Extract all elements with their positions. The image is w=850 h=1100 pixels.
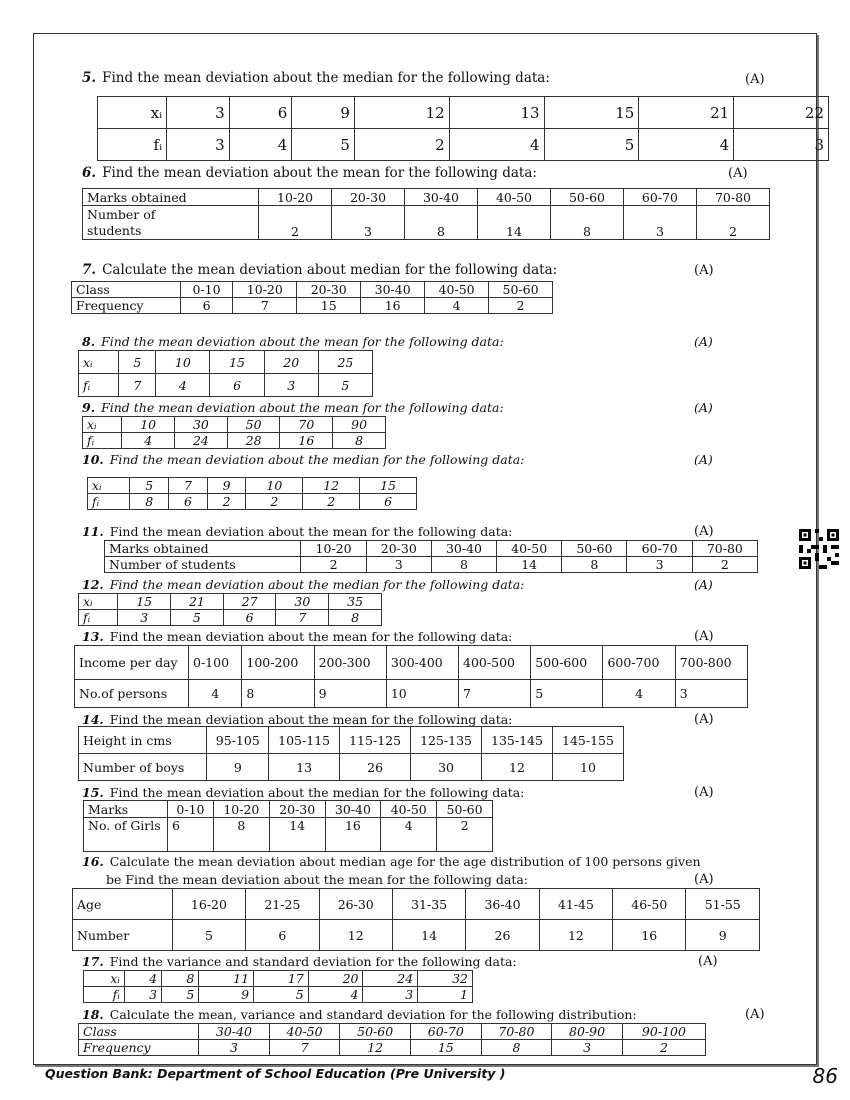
table-cell: 10 (122, 417, 175, 433)
table-cell: 135-145 (482, 727, 553, 754)
table-cell: fᵢ (88, 494, 130, 510)
table-cell: Number of students (105, 557, 301, 573)
table-cell: 40-50 (497, 541, 562, 557)
table-cell: 10 (552, 754, 623, 781)
table-cell: 10 (386, 680, 458, 708)
table-cell: Income per day (75, 646, 189, 680)
table-cell: fᵢ (79, 610, 118, 626)
q18-mark: (A) (745, 1007, 765, 1022)
table-cell: 24 (363, 971, 418, 987)
table-cell: 16 (613, 920, 686, 951)
table-cell: 5 (119, 351, 156, 374)
table-cell: 40-50 (381, 801, 437, 818)
q14-mark: (A) (694, 712, 714, 727)
q8-mark: (A) (694, 334, 713, 349)
table-cell: 30-40 (199, 1024, 270, 1040)
table-row (72, 298, 553, 314)
table-cell: 50-60 (340, 1024, 411, 1040)
table-row (79, 754, 624, 781)
table-cell: 1 (418, 987, 473, 1003)
table-cell: 3 (167, 97, 230, 129)
table-row (73, 920, 760, 951)
table-cell: 0-10 (180, 282, 233, 298)
table-cell: 4 (156, 374, 210, 397)
q14-table (78, 726, 624, 781)
table-cell: 4 (425, 298, 489, 314)
q7-mark: (A) (694, 263, 714, 278)
q15-table (83, 800, 493, 852)
table-cell: 90-100 (622, 1024, 705, 1040)
table-cell: Frequency (72, 298, 181, 314)
table-cell: 95-105 (207, 727, 269, 754)
page-number: 86 (812, 1064, 838, 1088)
table-cell: 13 (269, 754, 340, 781)
table-cell: 70-80 (481, 1024, 552, 1040)
table-row (105, 541, 758, 557)
q10-table (87, 477, 417, 510)
table-cell: 3 (734, 129, 829, 161)
table-cell: 8 (431, 557, 496, 573)
table-cell: 60-70 (410, 1024, 481, 1040)
table-row (79, 374, 373, 397)
table-cell: 30 (411, 754, 482, 781)
table-cell: 2 (246, 494, 303, 510)
table-cell: 2 (622, 1040, 705, 1056)
q18-table (78, 1023, 706, 1056)
table-row (79, 610, 382, 626)
q15-mark: (A) (694, 785, 714, 800)
table-cell: 20-30 (332, 189, 405, 206)
q6-mark: (A) (728, 166, 748, 181)
table-cell: 8 (405, 206, 478, 240)
table-cell: 3 (552, 1040, 623, 1056)
q5-mark: (A) (745, 72, 765, 87)
table-cell: 5 (171, 610, 224, 626)
table-cell: No.of persons (75, 680, 189, 708)
table-cell: 12 (482, 754, 553, 781)
table-cell: 10 (156, 351, 210, 374)
q8-text: 8. Find the mean deviation about the mean for the following data: (82, 334, 504, 349)
table-cell: 31-35 (392, 889, 465, 920)
table-cell: 20-30 (366, 541, 431, 557)
table-cell: 14 (392, 920, 465, 951)
table-cell: xᵢ (84, 971, 125, 987)
table-cell: 60-70 (623, 189, 696, 206)
table-cell: 27 (223, 594, 276, 610)
table-cell: 3 (124, 987, 161, 1003)
table-cell: 8 (329, 610, 382, 626)
table-row (98, 97, 829, 129)
table-cell: 400-500 (459, 646, 531, 680)
q6-text: 6. Find the mean deviation about the mean for the following data: (82, 165, 537, 181)
table-cell: 14 (269, 818, 325, 852)
table-cell: 5 (172, 920, 245, 951)
table-cell: 2 (303, 494, 360, 510)
table-cell: 30-40 (405, 189, 478, 206)
table-cell: 7 (169, 478, 208, 494)
table-cell: 105-115 (269, 727, 340, 754)
table-cell: 3 (675, 680, 747, 708)
table-cell: 50-60 (562, 541, 627, 557)
table-cell: 5 (130, 478, 169, 494)
table-row (79, 1024, 706, 1040)
table-cell: Class (72, 282, 181, 298)
table-cell: 80-90 (552, 1024, 623, 1040)
table-cell: 24 (175, 433, 228, 449)
table-cell: 30 (276, 594, 329, 610)
table-cell: 10 (246, 478, 303, 494)
table-cell: 10-20 (213, 801, 269, 818)
q8-table (78, 350, 373, 397)
table-cell: 11 (199, 971, 254, 987)
table-cell: 4 (639, 129, 734, 161)
table-cell: 100-200 (242, 646, 314, 680)
table-cell: Marks obtained (105, 541, 301, 557)
table-cell: 2 (489, 298, 553, 314)
table-cell: 4 (381, 818, 437, 852)
table-cell: 5 (162, 987, 199, 1003)
table-cell: fᵢ (79, 374, 119, 397)
q16-text2: be Find the mean deviation about the mean for the following data: (106, 872, 529, 887)
table-cell: 9 (314, 680, 386, 708)
table-cell: 6 (360, 494, 417, 510)
q13-text: 13. Find the mean deviation about the mean for the following data: (82, 629, 513, 644)
table-cell: 30-40 (325, 801, 381, 818)
table-row (84, 987, 473, 1003)
table-cell: 9 (207, 478, 246, 494)
table-cell: 8 (562, 557, 627, 573)
table-cell: Marks obtained (83, 189, 259, 206)
table-cell: Number of boys (79, 754, 207, 781)
table-cell: 17 (254, 971, 309, 987)
table-cell: 10-20 (233, 282, 297, 298)
q12-table (78, 593, 382, 626)
table-cell: 12 (319, 920, 392, 951)
q13-table (74, 645, 748, 708)
q14-text: 14. Find the mean deviation about the mean for the following data: (82, 712, 513, 727)
table-row (98, 129, 829, 161)
table-cell: Marks (84, 801, 168, 818)
table-cell: 2 (259, 206, 332, 240)
table-cell: 28 (227, 433, 280, 449)
q16-text1: 16. Calculate the mean deviation about median age for the age distribution of 100 persons given (82, 854, 701, 869)
table-row (84, 971, 473, 987)
table-cell: 7 (233, 298, 297, 314)
table-cell: 3 (199, 1040, 270, 1056)
table-cell: 4 (449, 129, 544, 161)
table-cell: 8 (333, 433, 386, 449)
table-cell: 40-50 (477, 189, 550, 206)
table-cell: 2 (354, 129, 449, 161)
table-cell: 15 (544, 97, 639, 129)
table-cell: 13 (449, 97, 544, 129)
q17-mark: (A) (698, 954, 718, 969)
table-cell: 700-800 (675, 646, 747, 680)
table-cell: 6 (223, 610, 276, 626)
footer: Question Bank: Department of School Education (Pre University ) (45, 1066, 506, 1081)
q7-table (71, 281, 553, 314)
table-cell: xᵢ (83, 417, 122, 433)
table-cell: 8 (481, 1040, 552, 1056)
table-cell: 4 (124, 971, 161, 987)
table-cell: 9 (292, 97, 355, 129)
table-cell: 15 (118, 594, 171, 610)
table-cell: 15 (297, 298, 361, 314)
table-cell: 5 (292, 129, 355, 161)
q13-mark: (A) (694, 629, 714, 644)
table-cell: 9 (207, 754, 269, 781)
q5-table (97, 96, 829, 161)
table-cell: 40-50 (269, 1024, 340, 1040)
table-cell: 32 (418, 971, 473, 987)
table-cell: 21-25 (246, 889, 319, 920)
table-row (79, 1040, 706, 1056)
table-cell: 2 (437, 818, 493, 852)
table-cell: 30 (175, 417, 228, 433)
table-row (79, 727, 624, 754)
table-row (79, 351, 373, 374)
table-row (88, 478, 417, 494)
table-cell: xᵢ (79, 594, 118, 610)
table-cell: 10-20 (301, 541, 366, 557)
table-cell: 125-135 (411, 727, 482, 754)
table-cell: 4 (229, 129, 292, 161)
table-cell: 2 (696, 206, 769, 240)
table-cell: 8 (242, 680, 314, 708)
table-cell: 70 (280, 417, 333, 433)
table-cell: 0-100 (189, 646, 242, 680)
table-cell: 200-300 (314, 646, 386, 680)
q11-mark: (A) (694, 524, 714, 539)
table-cell: 5 (531, 680, 603, 708)
table-cell: Frequency (79, 1040, 199, 1056)
table-cell: 6 (180, 298, 233, 314)
q9-mark: (A) (694, 400, 713, 415)
table-cell: 20 (308, 971, 363, 987)
table-row (105, 557, 758, 573)
table-cell: 20-30 (269, 801, 325, 818)
table-cell: 16 (280, 433, 333, 449)
table-cell: 5 (318, 374, 372, 397)
table-cell: 5 (254, 987, 309, 1003)
table-cell: 8 (162, 971, 199, 987)
table-cell: 50 (227, 417, 280, 433)
table-cell: 21 (639, 97, 734, 129)
table-row (72, 282, 553, 298)
q11-text: 11. Find the mean deviation about the mean for the following data: (82, 524, 513, 539)
table-cell: 30-40 (431, 541, 496, 557)
q9-text: 9. Find the mean deviation about the mean for the following data: (82, 400, 504, 415)
table-cell: 3 (623, 206, 696, 240)
table-cell: 7 (119, 374, 156, 397)
table-cell: 4 (122, 433, 175, 449)
table-cell: 8 (550, 206, 623, 240)
table-cell: 10-20 (259, 189, 332, 206)
table-cell: 300-400 (386, 646, 458, 680)
table-cell: 7 (276, 610, 329, 626)
table-cell: 25 (318, 351, 372, 374)
table-cell: 60-70 (627, 541, 692, 557)
q17-text: 17. Find the variance and standard deviation for the following data: (82, 954, 517, 969)
table-cell: 4 (189, 680, 242, 708)
q12-mark: (A) (694, 577, 713, 592)
table-cell: Height in cms (79, 727, 207, 754)
q17-table (83, 970, 473, 1003)
table-cell: 26 (340, 754, 411, 781)
table-cell: xᵢ (88, 478, 130, 494)
table-cell: 12 (354, 97, 449, 129)
table-cell: 70-80 (692, 541, 757, 557)
table-cell: 51-55 (686, 889, 760, 920)
table-cell: 145-155 (552, 727, 623, 754)
table-cell: Age (73, 889, 173, 920)
q7-text: 7. Calculate the mean deviation about median for the following data: (82, 262, 558, 278)
table-cell: 50-60 (550, 189, 623, 206)
table-cell: 15 (410, 1040, 481, 1056)
table-cell: 22 (734, 97, 829, 129)
table-cell: 16 (325, 818, 381, 852)
q16-mark: (A) (694, 872, 714, 887)
table-cell: Class (79, 1024, 199, 1040)
q11-table (104, 540, 758, 573)
table-cell: 8 (213, 818, 269, 852)
table-cell: 12 (539, 920, 612, 951)
table-cell: 600-700 (603, 646, 675, 680)
table-cell: 6 (246, 920, 319, 951)
table-cell: 3 (118, 610, 171, 626)
table-cell: 3 (363, 987, 418, 1003)
table-cell: 3 (627, 557, 692, 573)
table-cell: xᵢ (79, 351, 119, 374)
table-cell: 15 (360, 478, 417, 494)
table-row (79, 594, 382, 610)
table-cell: 9 (199, 987, 254, 1003)
table-cell: 20-30 (297, 282, 361, 298)
table-cell: 14 (497, 557, 562, 573)
table-cell: xᵢ (98, 97, 167, 129)
table-cell: 50-60 (437, 801, 493, 818)
table-cell: 14 (477, 206, 550, 240)
table-cell: 12 (303, 478, 360, 494)
table-cell: 7 (459, 680, 531, 708)
table-row (83, 433, 386, 449)
table-cell: 3 (332, 206, 405, 240)
table-cell: 6 (229, 97, 292, 129)
table-cell: 8 (130, 494, 169, 510)
qr-code (799, 529, 839, 569)
table-cell: 2 (301, 557, 366, 573)
table-cell: No. of Girls (84, 818, 168, 852)
q18-text: 18. Calculate the mean, variance and standard deviation for the following distribution: (82, 1007, 637, 1022)
q6-table: Marks obtained 10-20 20-30 30-40 40-50 50-60 60-70 70-80 Number of students 2 3 8 14 8 3 2 (82, 188, 770, 240)
q12-text: 12. Find the mean deviation about the median for the following data: (82, 577, 525, 592)
table-cell: 12 (340, 1040, 411, 1056)
table-cell: 115-125 (340, 727, 411, 754)
table-cell: 6 (210, 374, 264, 397)
table-cell: 41-45 (539, 889, 612, 920)
table-cell: 50-60 (489, 282, 553, 298)
q15-text: 15. Find the mean deviation about the median for the following data: (82, 785, 525, 800)
table-cell: fᵢ (84, 987, 125, 1003)
table-cell: 2 (692, 557, 757, 573)
q10-mark: (A) (694, 452, 713, 467)
table-cell: 6 (169, 494, 208, 510)
table-cell: 2 (207, 494, 246, 510)
table-row (88, 494, 417, 510)
table-cell: Number (73, 920, 173, 951)
table-cell: 70-80 (696, 189, 769, 206)
table-cell: 21 (171, 594, 224, 610)
table-cell: 3 (167, 129, 230, 161)
table-cell: 4 (308, 987, 363, 1003)
table-row (73, 889, 760, 920)
table-cell: 35 (329, 594, 382, 610)
table-cell: 0-10 (168, 801, 214, 818)
table-cell: 36-40 (466, 889, 539, 920)
table-cell: 15 (210, 351, 264, 374)
table-cell: 20 (264, 351, 318, 374)
table-cell: 16-20 (172, 889, 245, 920)
q10-text: 10. Find the mean deviation about the median for the following data: (82, 452, 525, 467)
table-cell: 5 (544, 129, 639, 161)
table-cell: 9 (686, 920, 760, 951)
table-cell: 30-40 (361, 282, 425, 298)
table-row (83, 417, 386, 433)
q9-table (82, 416, 386, 449)
table-cell: 6 (168, 818, 214, 852)
table-cell: 46-50 (613, 889, 686, 920)
table-cell: fᵢ (98, 129, 167, 161)
q16-table (72, 888, 760, 951)
table-cell: 500-600 (531, 646, 603, 680)
table-cell: 26 (466, 920, 539, 951)
table-cell: 7 (269, 1040, 340, 1056)
table-cell: 3 (264, 374, 318, 397)
table-cell: 3 (366, 557, 431, 573)
table-cell: fᵢ (83, 433, 122, 449)
table-cell: 16 (361, 298, 425, 314)
table-cell: 40-50 (425, 282, 489, 298)
table-cell: 90 (333, 417, 386, 433)
table-cell: 4 (603, 680, 675, 708)
table-cell: 26-30 (319, 889, 392, 920)
q5-text: 5. Find the mean deviation about the median for the following data: (82, 70, 550, 86)
